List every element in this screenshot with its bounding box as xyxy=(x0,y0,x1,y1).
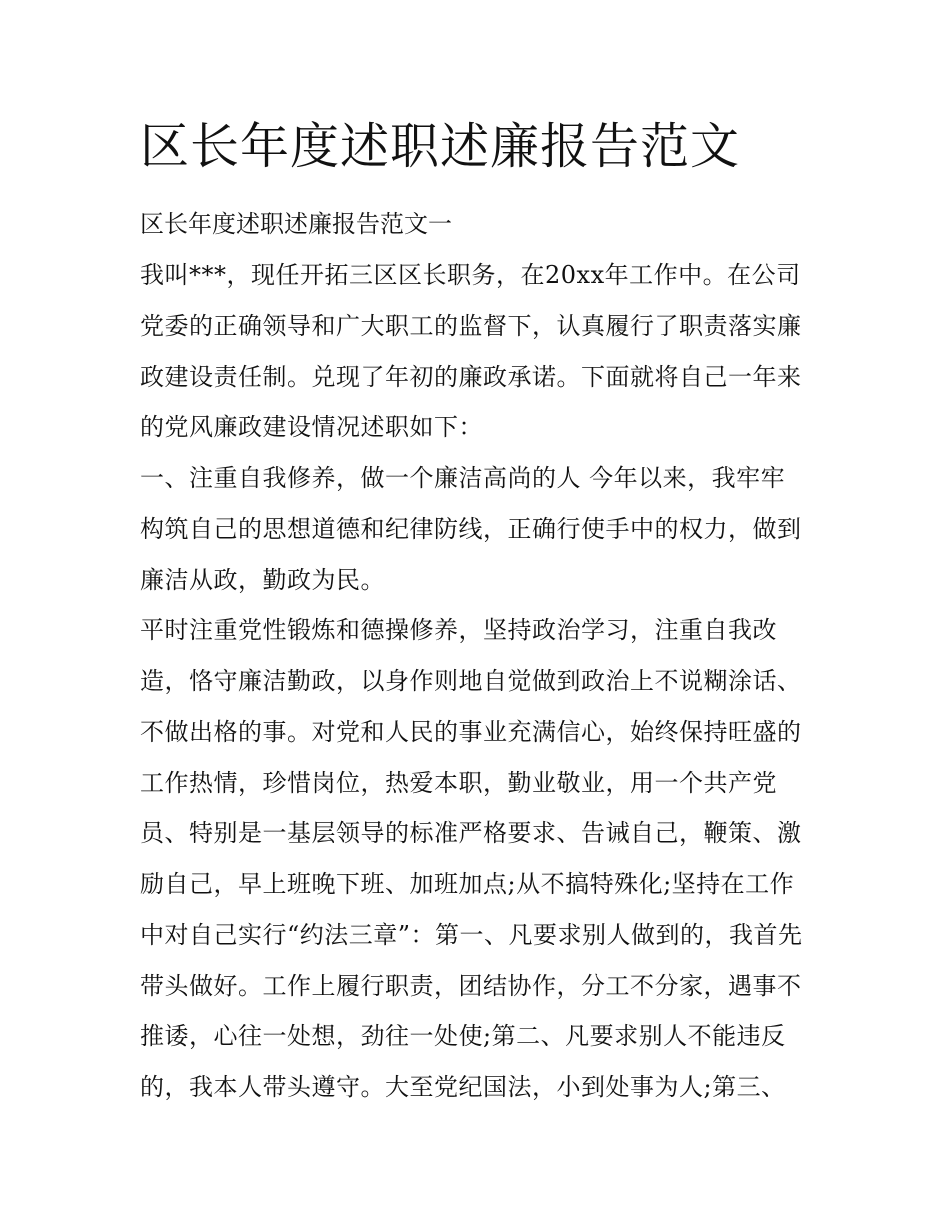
body-line: 员、特别是一基层领导的标准严格要求、告诫自己，鞭策、激 xyxy=(140,819,802,847)
body-line: 中对自己实行“约法三章”：第一、凡要求别人做到的，我首先 xyxy=(140,921,803,949)
body-line: 构筑自己的思想道德和纪律防线，正确行使手中的权力，做到 xyxy=(140,515,802,543)
body-line: 励自己，早上班晚下班、加班加点;从不搞特殊化;坚持在工作 xyxy=(140,870,795,898)
document-title: 区长年度述职述廉报告范文 xyxy=(140,118,741,175)
body-line: 党委的正确领导和广大职工的监督下，认真履行了职责落实廉 xyxy=(140,312,802,340)
body-line: 不做出格的事。对党和人民的事业充满信心，始终保持旺盛的 xyxy=(140,718,802,746)
body-line: 带头做好。工作上履行职责，团结协作，分工不分家，遇事不 xyxy=(140,972,802,1000)
body-line: 我叫***，现任开拓三区区长职务，在20xx年工作中。在公司 xyxy=(140,261,801,289)
body-line: 的党风廉政建设情况述职如下： xyxy=(140,413,483,441)
document-subtitle: 区长年度述职述廉报告范文一 xyxy=(140,210,452,238)
body-line: 政建设责任制。兑现了年初的廉政承诺。下面就将自己一年来 xyxy=(140,363,802,391)
body-line: 造，恪守廉洁勤政，以身作则地自觉做到政治上不说糊涂话、 xyxy=(140,667,802,695)
body-line: 工作热情，珍惜岗位，热爱本职，勤业敬业，用一个共产党 xyxy=(140,769,777,797)
body-line: 廉洁从政，勤政为民。 xyxy=(140,566,385,594)
body-line: 的，我本人带头遵守。大至党纪国法，小到处事为人;第三、 xyxy=(140,1073,786,1101)
body-line: 平时注重党性锻炼和德操修养，坚持政治学习，注重自我改 xyxy=(140,616,777,644)
body-line: 一、注重自我修养，做一个廉洁高尚的人 今年以来，我牢牢 xyxy=(140,464,786,492)
body-line: 推诿，心往一处想，劲往一处使;第二、凡要求别人不能违反 xyxy=(140,1022,786,1050)
